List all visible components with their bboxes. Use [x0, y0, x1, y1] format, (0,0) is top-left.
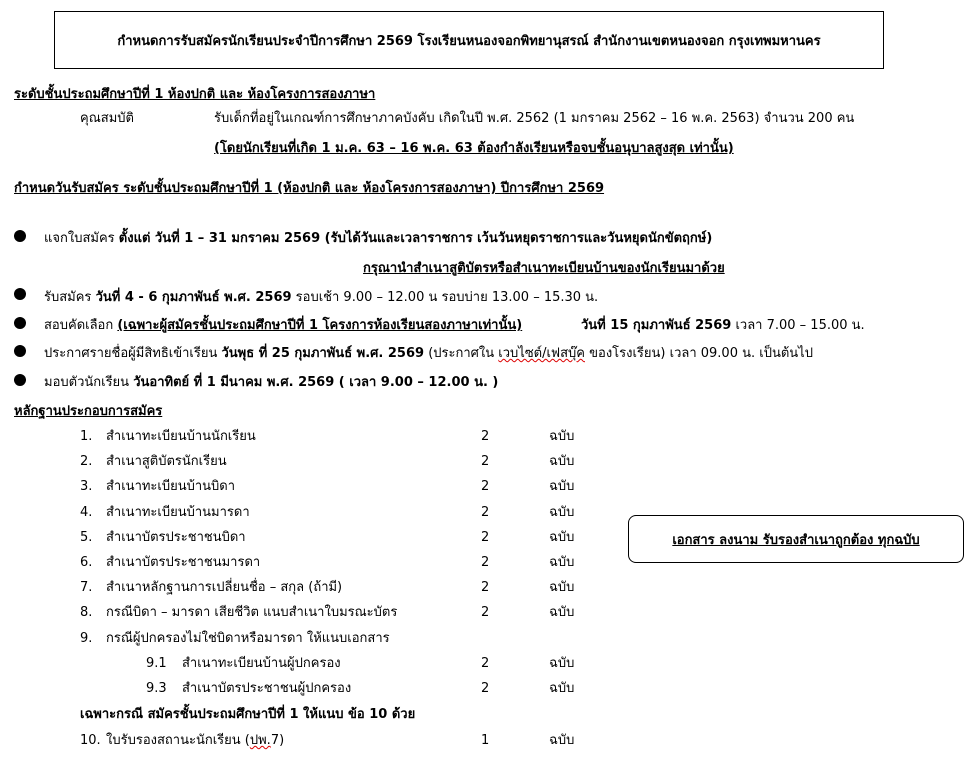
list-item-unit: ฉบับ: [549, 479, 575, 494]
special-case-heading: เฉพาะกรณี สมัครชั้นประถมศึกษาปีที่ 1 ให้แนบ ข้อ 10 ด้วย: [80, 707, 416, 722]
list-item-qty: 2: [481, 429, 490, 444]
list-item-unit: ฉบับ: [549, 530, 575, 545]
documents-heading: หลักฐานประกอบการสมัคร: [14, 404, 163, 419]
list-item-qty: 1: [481, 733, 490, 748]
schedule-item-channel: เวบไซต์/เฟสบุ๊ค: [498, 346, 585, 361]
bullet-icon: [14, 317, 26, 329]
list-item-text-part: 7): [270, 733, 285, 748]
list-item-unit: ฉบับ: [549, 733, 575, 748]
list-item-form-code: ปพ.: [249, 733, 271, 748]
schedule-item-date: วันที่ 15 กุมภาพันธ์ 2569: [581, 318, 732, 333]
list-item-text: [106, 733, 284, 749]
schedule-item-label: สอบคัดเลือก: [44, 318, 118, 333]
schedule-item-label: ประกาศรายชื่อผู้มีสิทธิเข้าเรียน: [44, 346, 222, 361]
list-item-text: สำเนาทะเบียนบ้านมารดา: [106, 505, 250, 520]
list-item-unit: ฉบับ: [549, 429, 575, 444]
sub-item-number: 9.1: [146, 656, 167, 671]
list-item-number: 3.: [80, 479, 93, 494]
sub-item-text: สำเนาทะเบียนบ้านผู้ปกครอง: [182, 656, 341, 671]
certify-note: เอกสาร ลงนาม รับรองสำเนาถูกต้อง ทุกฉบับ: [628, 515, 964, 563]
list-item-number: 9.: [80, 631, 93, 646]
list-item-number: 1.: [80, 429, 93, 444]
list-item-number: 5.: [80, 530, 93, 545]
page-title: กำหนดการรับสมัครนักเรียนประจำปีการศึกษา 2569 โรงเรียนหนองจอกพิทยานุสรณ์ สำนักงานเขตหนองจอก กรุงเทพมหานคร: [54, 11, 884, 69]
schedule-item-enrollment: [44, 375, 498, 391]
sub-item-number: 9.3: [146, 681, 167, 696]
list-item-qty: 2: [481, 505, 490, 520]
list-item-number: 2.: [80, 454, 93, 469]
schedule-item-application-form: [44, 231, 712, 247]
list-item-unit: ฉบับ: [549, 580, 575, 595]
list-item-unit: ฉบับ: [549, 605, 575, 620]
list-item-qty: 2: [481, 555, 490, 570]
list-item-text: สำเนาทะเบียนบ้านบิดา: [106, 479, 236, 494]
list-item-unit: ฉบับ: [549, 555, 575, 570]
schedule-heading: กำหนดวันรับสมัคร ระดับชั้นประถมศึกษาปีที่ 1 (ห้องปกติ และ ห้องโครงการสองภาษา) ปีการศึกษา 2569: [14, 181, 605, 196]
schedule-item-condition: (เฉพาะผู้สมัครชั้นประถมศึกษาปีที่ 1 โครงการห้องเรียนสองภาษาเท่านั้น): [117, 318, 523, 333]
list-item-number: 8.: [80, 605, 93, 620]
list-item-number: 4.: [80, 505, 93, 520]
list-item-text: สำเนาสูติบัตรนักเรียน: [106, 454, 227, 469]
list-item-number: 10.: [80, 733, 101, 748]
list-item-text: สำเนาหลักฐานการเปลี่ยนชื่อ – สกุล (ถ้ามี): [106, 580, 343, 595]
schedule-item-time: ของโรงเรียน) เวลา 09.00 น. เป็นต้นไป: [585, 346, 813, 361]
list-item-qty: 2: [481, 656, 490, 671]
list-item-unit: ฉบับ: [549, 681, 575, 696]
list-item-unit: ฉบับ: [549, 454, 575, 469]
bullet-icon: [14, 288, 26, 300]
list-item-unit: ฉบับ: [549, 505, 575, 520]
schedule-item-announcement: [44, 346, 813, 362]
sub-item-text: สำเนาบัตรประชาชนผู้ปกครอง: [182, 681, 352, 696]
list-item-number: 6.: [80, 555, 93, 570]
list-item-qty: 2: [481, 530, 490, 545]
schedule-item-label: รับสมัคร: [44, 290, 96, 305]
schedule-item-exam-date: [581, 318, 865, 334]
qualification-text: รับเด็กที่อยู่ในเกณฑ์การศึกษาภาคบังคับ เกิดในปี พ.ศ. 2562 (1 มกราคม 2562 – 16 พ.ค. 2563) จำนวน 200 คน: [214, 111, 855, 126]
list-item-text: สำเนาทะเบียนบ้านนักเรียน: [106, 429, 256, 444]
schedule-item-time: รอบเช้า 9.00 – 12.00 น รอบบ่าย 13.00 – 15.30 น.: [291, 290, 599, 305]
qualification-label: คุณสมบัติ: [80, 111, 134, 126]
bullet-icon: [14, 374, 26, 386]
schedule-item-date: วันที่ 4 - 6 กุมภาพันธ์ พ.ศ. 2569: [95, 290, 292, 305]
list-item-text-part: ใบรับรองสถานะนักเรียน (: [106, 733, 250, 748]
list-item-qty: 2: [481, 681, 490, 696]
schedule-item-date: วันพุธ ที่ 25 กุมภาพันธ์ พ.ศ. 2569: [221, 346, 425, 361]
list-item-text: กรณีบิดา – มารดา เสียชีวิต แนบสำเนาใบมรณะบัตร: [106, 605, 398, 620]
list-item-number: 7.: [80, 580, 93, 595]
list-item-text: สำเนาบัตรประชาชนบิดา: [106, 530, 246, 545]
schedule-item-date: วันอาทิตย์ ที่ 1 มีนาคม พ.ศ. 2569 ( เวลา 9.00 – 12.00 น. ): [133, 375, 499, 390]
schedule-item-time: เวลา 7.00 – 15.00 น.: [731, 318, 865, 333]
list-item-qty: 2: [481, 605, 490, 620]
list-item-text: กรณีผู้ปกครองไม่ใช่บิดาหรือมารดา ให้แนบเอกสาร: [106, 631, 390, 646]
bullet-icon: [14, 345, 26, 357]
schedule-item-registration: [44, 290, 598, 306]
schedule-item-label: มอบตัวนักเรียน: [44, 375, 134, 390]
schedule-item-exam: [44, 318, 522, 334]
bullet-icon: [14, 230, 26, 242]
qualification-note: (โดยนักเรียนที่เกิด 1 ม.ค. 63 – 16 พ.ค. 63 ต้องกำลังเรียนหรือจบชั้นอนุบาลสูงสุด เท่านั้น): [214, 141, 734, 156]
schedule-item-text: (ประกาศใน: [424, 346, 499, 361]
list-item-text: สำเนาบัตรประชาชนมารดา: [106, 555, 261, 570]
schedule-note: กรุณานำสำเนาสูติบัตรหรือสำเนาทะเบียนบ้านของนักเรียนมาด้วย: [363, 261, 725, 276]
schedule-item-label: แจกใบสมัคร: [44, 231, 119, 246]
level-heading: ระดับชั้นประถมศึกษาปีที่ 1 ห้องปกติ และ ห้องโครงการสองภาษา: [14, 87, 376, 102]
list-item-qty: 2: [481, 479, 490, 494]
list-item-qty: 2: [481, 580, 490, 595]
list-item-qty: 2: [481, 454, 490, 469]
schedule-item-date: ตั้งแต่ วันที่ 1 – 31 มกราคม 2569 (รับได้วันและเวลาราชการ เว้นวันหยุดราชการและวันหยุดนักขัตฤกษ์): [118, 231, 713, 246]
list-item-unit: ฉบับ: [549, 656, 575, 671]
